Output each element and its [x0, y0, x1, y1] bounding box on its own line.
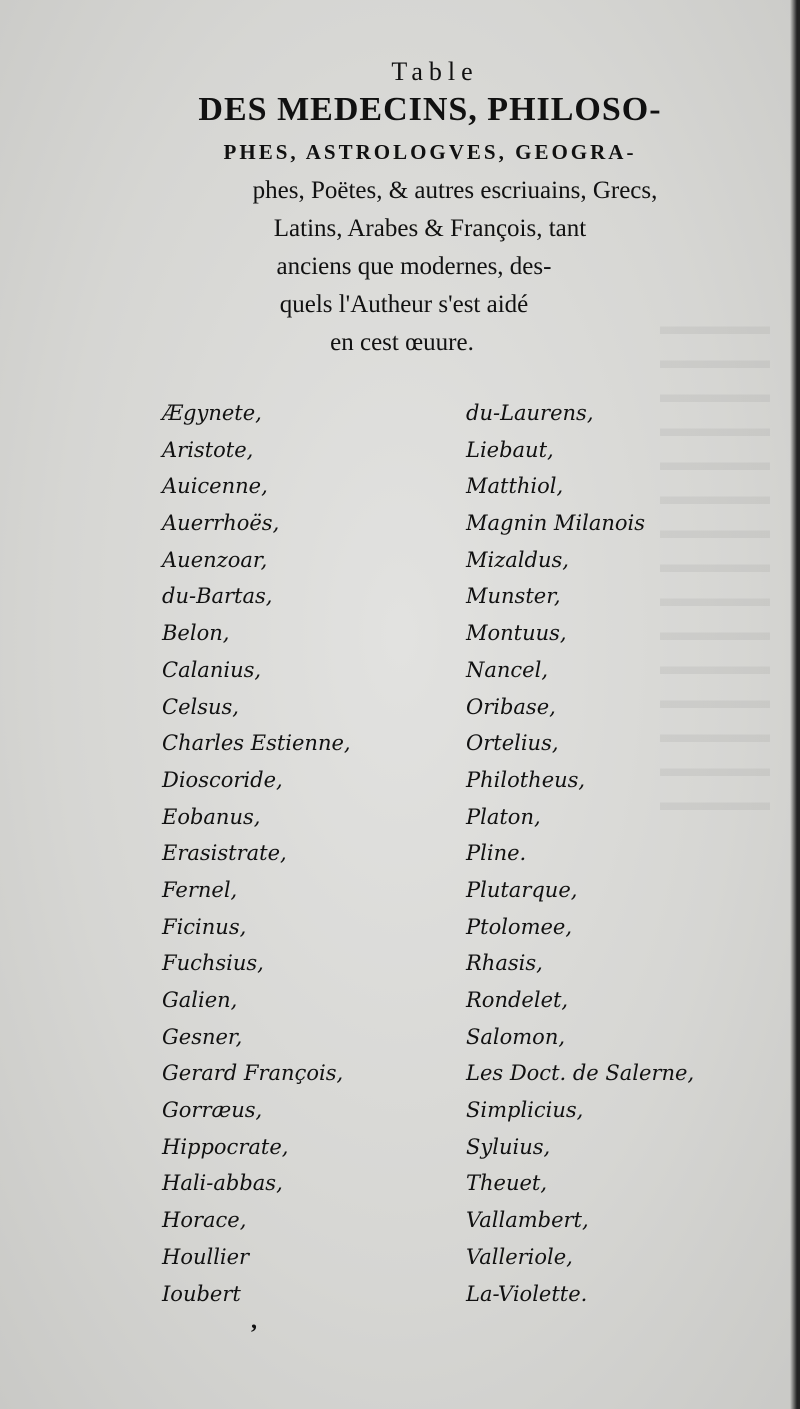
author-entry: Ortelius,	[466, 731, 559, 756]
author-entry: Mizaldus,	[466, 547, 569, 572]
heading-line-2: PHES, ASTROLOGVES, GEOGRA-	[223, 140, 637, 164]
author-entry: Hippocrate,	[162, 1134, 289, 1159]
author-entry: du-Laurens,	[466, 401, 594, 425]
author-entry: Hali-abbas,	[162, 1171, 283, 1196]
author-entry: Celsus,	[162, 694, 239, 719]
author-entry: Calanius,	[162, 657, 262, 682]
author-entry: Ficinus,	[162, 914, 247, 939]
author-entry: Gerard François,	[162, 1061, 344, 1086]
author-entry: Salomon,	[466, 1024, 566, 1049]
author-entry: Galien,	[162, 988, 238, 1012]
author-entry: Magnin Milanois	[466, 511, 646, 536]
author-entry: Theuet,	[466, 1171, 548, 1196]
author-entry: Rhasis,	[466, 951, 543, 976]
author-entry: Eobanus,	[162, 804, 261, 829]
author-entry: Gesner,	[162, 1024, 243, 1049]
author-entry: Valleriole,	[466, 1244, 573, 1269]
author-entry: Fernel,	[162, 877, 238, 902]
author-entry: Aristote,	[162, 437, 254, 462]
author-entry: Rondelet,	[466, 988, 569, 1012]
author-entry: Fuchsius,	[162, 951, 264, 976]
author-entry: Ptolomee,	[466, 914, 573, 939]
author-entry: Vallambert,	[466, 1208, 589, 1233]
heading-body	[0, 172, 800, 362]
author-entry: Erasistrate,	[162, 841, 287, 866]
author-entry: Horace,	[162, 1208, 247, 1233]
author-entry: Auicenne,	[162, 474, 268, 499]
author-entry: Gorræus,	[162, 1098, 263, 1123]
author-entry: Munster,	[466, 584, 561, 609]
author-entry: du-Bartas,	[162, 584, 273, 609]
author-entry: Ioubert	[162, 1281, 241, 1306]
author-list-right	[466, 395, 694, 1312]
author-entry: Les Doct. de Salerne,	[466, 1061, 695, 1086]
author-entry: Auenzoar,	[162, 547, 268, 572]
author-entry: Liebaut,	[466, 437, 554, 462]
heading-line-1: DES MEDECINS, PHILOSO-	[198, 91, 662, 128]
heading-line-7: en cest œuure.	[330, 329, 474, 356]
author-entry: Simplicius,	[466, 1098, 584, 1123]
heading-line-3: phes, Poëtes, & autres escriuains, Grecs,	[252, 177, 658, 204]
author-entry: Charles Estienne,	[162, 731, 351, 756]
table-heading	[0, 56, 800, 362]
heading-line-5: anciens que modernes, des-	[276, 253, 552, 280]
author-entry: Matthiol,	[466, 474, 564, 499]
author-entry: Dioscoride,	[162, 767, 283, 792]
author-entry: Montuus,	[466, 621, 567, 646]
author-entry: La-Violette.	[466, 1281, 588, 1306]
author-entry: Houllier	[162, 1244, 250, 1269]
stray-comma: ,	[251, 1308, 257, 1334]
author-entry: Auerrhoës,	[162, 511, 280, 536]
author-entry: Belon,	[162, 621, 230, 646]
author-entry: Ægynete,	[162, 401, 262, 425]
author-entry: Nancel,	[466, 657, 549, 682]
author-entry: Pline.	[466, 841, 527, 866]
heading-table-word: Table	[391, 57, 479, 86]
author-entry: Plutarque,	[466, 877, 578, 902]
author-entry: Syluius,	[466, 1134, 551, 1159]
author-entry: Philotheus,	[466, 767, 586, 792]
author-list-left	[162, 395, 351, 1312]
author-entry: Oribase,	[466, 694, 556, 719]
heading-line-6: quels l'Autheur s'est aidé	[279, 291, 529, 318]
author-entry: Platon,	[466, 804, 541, 829]
heading-line-4: Latins, Arabes & François, tant	[273, 215, 587, 242]
